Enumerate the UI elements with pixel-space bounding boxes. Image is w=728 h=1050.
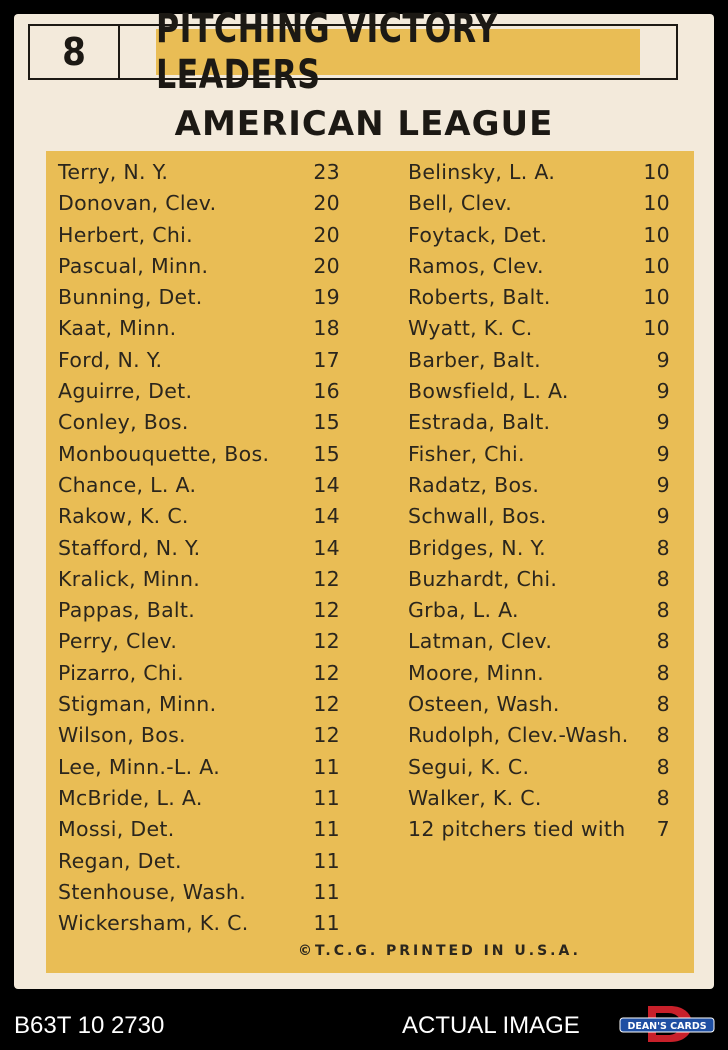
card-number: 8 xyxy=(30,26,120,78)
pitcher-row xyxy=(58,407,340,438)
pitcher-name: Donovan, Clev. xyxy=(58,191,217,216)
win-count: 15 xyxy=(313,441,340,466)
win-count: 17 xyxy=(313,347,340,372)
pitcher-name: Bridges, N. Y. xyxy=(408,535,546,560)
pitcher-name: Walker, K. C. xyxy=(408,785,542,810)
logo-text: DEAN'S CARDS xyxy=(627,1021,707,1032)
pitcher-row xyxy=(58,595,340,626)
win-count: 10 xyxy=(643,285,670,310)
pitcher-row xyxy=(58,846,340,877)
pitcher-name: Perry, Clev. xyxy=(58,629,178,654)
pitcher-row xyxy=(58,188,340,219)
pitcher-row xyxy=(58,220,340,251)
pitcher-name: Latman, Clev. xyxy=(408,629,553,654)
win-count: 23 xyxy=(313,160,340,184)
win-count: 9 xyxy=(656,472,670,497)
pitcher-name: Wilson, Bos. xyxy=(58,723,186,748)
pitcher-row xyxy=(58,877,340,908)
pitcher-name: Roberts, Balt. xyxy=(408,285,551,310)
win-count: 8 xyxy=(656,754,670,779)
pitcher-name: Lee, Minn.-L. A. xyxy=(58,754,221,779)
pitcher-row xyxy=(408,564,670,595)
win-count: 12 xyxy=(313,566,340,591)
win-count: 10 xyxy=(643,253,670,278)
pitcher-name: Radatz, Bos. xyxy=(408,472,540,497)
pitcher-name: Belinsky, L. A. xyxy=(408,160,556,184)
pitcher-row xyxy=(58,720,340,751)
win-count: 20 xyxy=(313,253,340,278)
win-count: 12 xyxy=(313,629,340,654)
pitcher-name: Fisher, Chi. xyxy=(408,441,525,466)
pitcher-name: Estrada, Balt. xyxy=(408,410,551,435)
win-count: 11 xyxy=(313,879,340,904)
win-count: 9 xyxy=(656,379,670,404)
pitcher-name: Wyatt, K. C. xyxy=(408,316,533,341)
pitcher-row xyxy=(408,313,670,344)
win-count: 11 xyxy=(313,785,340,810)
pitcher-row xyxy=(408,501,670,532)
pitcher-row xyxy=(58,626,340,657)
pitcher-row xyxy=(408,220,670,251)
win-count: 14 xyxy=(313,504,340,529)
pitcher-row xyxy=(408,752,670,783)
pitcher-row xyxy=(408,595,670,626)
pitcher-name: Barber, Balt. xyxy=(408,347,541,372)
pitcher-name: Moore, Minn. xyxy=(408,660,544,685)
left-column xyxy=(58,157,340,939)
win-count: 10 xyxy=(643,160,670,184)
pitcher-name: Kralick, Minn. xyxy=(58,566,201,591)
pitcher-row xyxy=(58,376,340,407)
pitcher-row xyxy=(58,783,340,814)
pitcher-name: Mossi, Det. xyxy=(58,817,175,842)
pitcher-name: Pascual, Minn. xyxy=(58,253,209,278)
pitcher-name: Rudolph, Clev.-Wash. xyxy=(408,723,629,748)
pitcher-name: Conley, Bos. xyxy=(58,410,189,435)
pitcher-name: Kaat, Minn. xyxy=(58,316,177,341)
pitcher-row xyxy=(58,470,340,501)
pitcher-name: Pizarro, Chi. xyxy=(58,660,184,685)
win-count: 14 xyxy=(313,472,340,497)
pitcher-row xyxy=(408,689,670,720)
win-count: 8 xyxy=(656,785,670,810)
pitcher-name: Stigman, Minn. xyxy=(58,692,217,717)
win-count: 9 xyxy=(656,347,670,372)
win-count: 8 xyxy=(656,535,670,560)
right-column xyxy=(408,157,670,846)
win-count: 14 xyxy=(313,535,340,560)
win-count: 16 xyxy=(313,379,340,404)
win-count: 11 xyxy=(313,817,340,842)
pitcher-row xyxy=(408,658,670,689)
pitcher-name: Ford, N. Y. xyxy=(58,347,163,372)
pitcher-row xyxy=(408,814,670,845)
pitcher-name: Rakow, K. C. xyxy=(58,504,189,529)
pitcher-row xyxy=(58,814,340,845)
win-count: 20 xyxy=(313,191,340,216)
pitcher-name: Wickersham, K. C. xyxy=(58,911,249,936)
pitcher-name: Terry, N. Y. xyxy=(58,160,169,184)
pitcher-name: Schwall, Bos. xyxy=(408,504,547,529)
pitcher-name: Buzhardt, Chi. xyxy=(408,566,558,591)
inventory-id: B63T 10 2730 xyxy=(14,1012,165,1039)
pitcher-name: Ramos, Clev. xyxy=(408,253,544,278)
pitcher-row xyxy=(58,501,340,532)
pitcher-name: McBride, L. A. xyxy=(58,785,203,810)
pitcher-name: Bowsfield, L. A. xyxy=(408,379,569,404)
pitcher-name: Stafford, N. Y. xyxy=(58,535,201,560)
win-count: 12 xyxy=(313,660,340,685)
pitcher-row xyxy=(408,533,670,564)
win-count: 8 xyxy=(656,598,670,623)
win-count: 10 xyxy=(643,191,670,216)
win-count: 7 xyxy=(656,817,670,842)
pitcher-row xyxy=(408,157,670,188)
pitcher-row xyxy=(58,313,340,344)
win-count: 18 xyxy=(313,316,340,341)
pitcher-name: Bunning, Det. xyxy=(58,285,203,310)
pitcher-row xyxy=(408,282,670,313)
pitcher-name: Regan, Det. xyxy=(58,848,182,873)
pitcher-row xyxy=(408,626,670,657)
pitcher-row xyxy=(58,533,340,564)
pitcher-row xyxy=(408,783,670,814)
copyright-footer: ©T.C.G. PRINTED IN U.S.A. xyxy=(298,943,581,959)
pitcher-name: Aguirre, Det. xyxy=(58,379,193,404)
pitcher-name: Stenhouse, Wash. xyxy=(58,879,247,904)
pitcher-row xyxy=(408,251,670,282)
win-count: 12 xyxy=(313,692,340,717)
pitcher-row xyxy=(58,345,340,376)
pitcher-name: Osteen, Wash. xyxy=(408,692,560,717)
win-count: 8 xyxy=(656,660,670,685)
win-count: 8 xyxy=(656,692,670,717)
win-count: 20 xyxy=(313,222,340,247)
win-count: 11 xyxy=(313,848,340,873)
pitcher-row xyxy=(408,720,670,751)
win-count: 15 xyxy=(313,410,340,435)
win-count: 12 xyxy=(313,598,340,623)
pitcher-name: Chance, L. A. xyxy=(58,472,197,497)
league-heading: AMERICAN LEAGUE xyxy=(174,104,554,144)
pitcher-row xyxy=(58,689,340,720)
pitcher-row xyxy=(58,908,340,939)
win-count: 8 xyxy=(656,566,670,591)
win-count: 11 xyxy=(313,754,340,779)
pitcher-row xyxy=(408,407,670,438)
pitcher-row xyxy=(408,439,670,470)
pitcher-name: Foytack, Det. xyxy=(408,222,548,247)
pitcher-name: Pappas, Balt. xyxy=(58,598,196,623)
win-count: 8 xyxy=(656,723,670,748)
pitcher-name: Segui, K. C. xyxy=(408,754,530,779)
deans-cards-logo xyxy=(618,1004,716,1044)
pitcher-row xyxy=(408,345,670,376)
win-count: 10 xyxy=(643,316,670,341)
win-count: 8 xyxy=(656,629,670,654)
win-count: 9 xyxy=(656,441,670,466)
pitcher-row xyxy=(408,376,670,407)
card-header xyxy=(28,6,678,98)
pitcher-row xyxy=(58,658,340,689)
win-count: 19 xyxy=(313,285,340,310)
pitcher-row xyxy=(408,470,670,501)
pitcher-name: Grba, L. A. xyxy=(408,598,519,623)
win-count: 12 xyxy=(313,723,340,748)
pitcher-name: Bell, Clev. xyxy=(408,191,513,216)
win-count: 9 xyxy=(656,504,670,529)
pitcher-row xyxy=(58,752,340,783)
pitcher-row xyxy=(408,188,670,219)
pitcher-row xyxy=(58,157,340,188)
pitcher-row xyxy=(58,564,340,595)
card-title: PITCHING VICTORY LEADERS xyxy=(156,29,640,75)
win-count: 11 xyxy=(313,911,340,936)
win-count: 10 xyxy=(643,222,670,247)
win-count: 9 xyxy=(656,410,670,435)
actual-image-label: ACTUAL IMAGE xyxy=(402,1012,580,1039)
pitcher-row xyxy=(58,439,340,470)
pitcher-name: Monbouquette, Bos. xyxy=(58,441,270,466)
pitcher-name: 12 pitchers tied with xyxy=(408,817,626,842)
pitcher-row xyxy=(58,251,340,282)
pitcher-row xyxy=(58,282,340,313)
pitcher-name: Herbert, Chi. xyxy=(58,222,193,247)
